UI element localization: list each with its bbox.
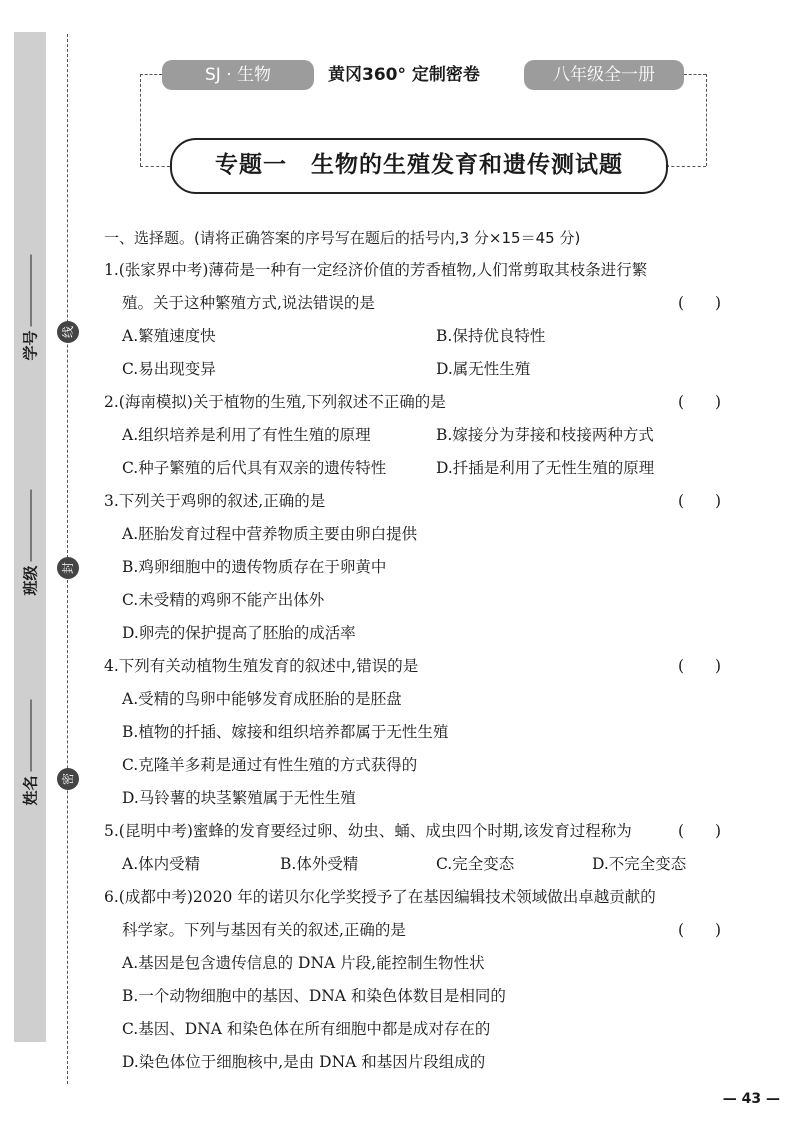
q2-option-a: A.组织培养是利用了有性生殖的原理 (122, 426, 371, 444)
q3-option-d: D.卵壳的保护提高了胚胎的成活率 (122, 624, 356, 642)
page-title: 专题一 生物的生殖发育和遗传测试题 (170, 138, 668, 194)
student-no-label: 学号 (21, 330, 40, 361)
header-dash-right (684, 74, 706, 75)
q4-answer-bracket[interactable]: ( ) (678, 657, 722, 675)
q6-stem-line1: 6.(成都中考)2020 年的诺贝尔化学奖授予了在基因编辑技术领域做出卓越贡献的 (104, 888, 656, 906)
name-label: 姓名 (21, 775, 40, 806)
q6-option-b: B.一个动物细胞中的基因、DNA 和染色体数目是相同的 (122, 987, 506, 1005)
header-dash-bottom-right (666, 166, 706, 167)
q3-stem: 3.下列关于鸡卵的叙述,正确的是 (104, 492, 326, 510)
q2-option-d: D.扦插是利用了无性生殖的原理 (436, 459, 655, 477)
header-dash-bottom-left (140, 166, 170, 167)
q6-option-c: C.基因、DNA 和染色体在所有细胞中都是成对存在的 (122, 1020, 491, 1038)
q3-answer-bracket[interactable]: ( ) (678, 492, 722, 510)
q1-option-b: B.保持优良特性 (436, 327, 546, 345)
q1-option-a: A.繁殖速度快 (122, 327, 216, 345)
q5-option-d: D.不完全变态 (592, 855, 687, 873)
q3-option-a: A.胚胎发育过程中营养物质主要由卵白提供 (122, 525, 418, 543)
section-heading: 一、选择题。(请将正确答案的序号写在题后的括号内,3 分×15＝45 分) (104, 229, 581, 247)
q1-option-c: C.易出现变异 (122, 360, 216, 378)
q5-answer-bracket[interactable]: ( ) (678, 822, 722, 840)
seal-mi: 密 (57, 768, 79, 790)
name-blank[interactable] (31, 699, 32, 771)
q3-option-c: C.未受精的鸡卵不能产出体外 (122, 591, 325, 609)
q3-option-b: B.鸡卵细胞中的遗传物质存在于卵黄中 (122, 558, 387, 576)
header-dash-vright (706, 74, 707, 166)
q4-stem: 4.下列有关动植物生殖发育的叙述中,错误的是 (104, 657, 419, 675)
seal-xian: 线 (57, 321, 79, 343)
q5-option-a: A.体内受精 (122, 855, 201, 873)
q6-stem-line2: 科学家。下列与基因有关的叙述,正确的是 (122, 921, 406, 939)
q4-option-c: C.克隆羊多莉是通过有性生殖的方式获得的 (122, 756, 418, 774)
q2-answer-bracket[interactable]: ( ) (678, 393, 722, 411)
student-no-field (20, 241, 41, 361)
q6-answer-bracket[interactable]: ( ) (678, 921, 722, 939)
series-label: 黄冈360° 定制密卷 (328, 65, 480, 85)
class-field (20, 476, 41, 596)
q2-option-c: C.种子繁殖的后代具有双亲的遗传特性 (122, 459, 387, 477)
class-blank[interactable] (31, 489, 32, 561)
q2-option-b: B.嫁接分为芽接和枝接两种方式 (436, 426, 654, 444)
name-field (20, 686, 41, 806)
page-number: — 43 — (722, 1091, 780, 1107)
student-no-blank[interactable] (31, 254, 32, 326)
q1-stem-line2: 殖。关于这种繁殖方式,说法错误的是 (122, 294, 375, 312)
q2-stem: 2.(海南模拟)关于植物的生殖,下列叙述不正确的是 (104, 393, 446, 411)
q4-option-a: A.受精的鸟卵中能够发育成胚胎的是胚盘 (122, 690, 402, 708)
q6-option-d: D.染色体位于细胞核中,是由 DNA 和基因片段组成的 (122, 1053, 486, 1071)
q1-stem-line1: 1.(张家界中考)薄荷是一种有一定经济价值的芳香植物,人们常剪取其枝条进行繁 (104, 261, 648, 279)
q1-answer-bracket[interactable]: ( ) (678, 294, 722, 312)
subject-badge: SJ · 生物 (162, 60, 314, 90)
grade-badge: 八年级全一册 (524, 60, 684, 90)
q5-stem: 5.(昆明中考)蜜蜂的发育要经过卵、幼虫、蛹、成虫四个时期,该发育过程称为 (104, 822, 632, 840)
q5-option-c: C.完全变态 (436, 855, 515, 873)
seal-feng: 封 (57, 557, 79, 579)
header-dash-vleft (140, 74, 141, 166)
q6-option-a: A.基因是包含遗传信息的 DNA 片段,能控制生物性状 (122, 954, 485, 972)
q4-option-b: B.植物的扦插、嫁接和组织培养都属于无性生殖 (122, 723, 449, 741)
q4-option-d: D.马铃薯的块茎繁殖属于无性生殖 (122, 789, 356, 807)
class-label: 班级 (21, 565, 40, 596)
q1-option-d: D.属无性生殖 (436, 360, 531, 378)
q5-option-b: B.体外受精 (280, 855, 359, 873)
header-dash-left (140, 74, 162, 75)
